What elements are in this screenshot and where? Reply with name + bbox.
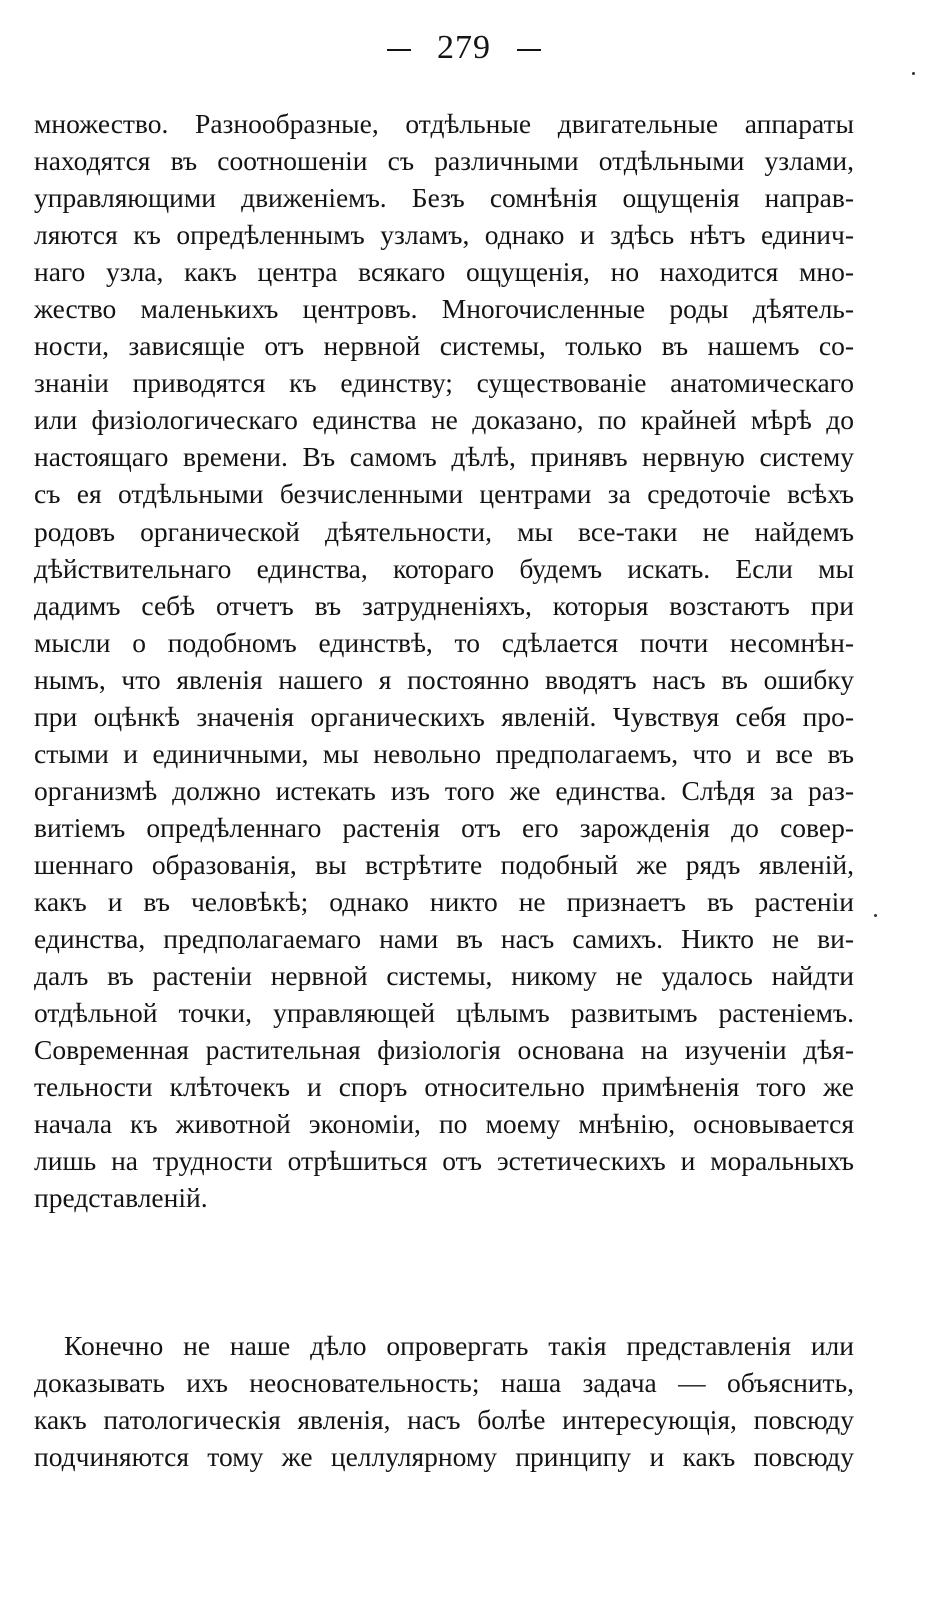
text-line: единства, предполагаемаго нами въ насъ самихъ. Никто не ви- (34, 923, 854, 955)
page-number-header (0, 26, 928, 70)
text-line: далъ въ растеніи нервной системы, никому не удалось найдти (34, 960, 854, 992)
text-line: жество маленькихъ центровъ. Многочисленные роды дѣятель- (34, 293, 854, 325)
text-line: множество. Разнообразные, отдѣльные двигательные аппараты (34, 108, 854, 139)
text-line: настоящаго времени. Въ самомъ дѣлѣ, принявъ нервную систему (34, 441, 854, 473)
text-line: Конечно не наше дѣло опровергать такія представленія или (64, 1330, 854, 1361)
text-line: стыми и единичными, мы невольно предполагаемъ, что и все въ (34, 737, 854, 769)
text-line: находятся въ соотношеніи съ различными отдѣльными узлами, (34, 145, 854, 177)
text-line: наго узла, какъ центра всякаго ощущенія, но находится мно- (34, 256, 854, 288)
text-line: подчиняются тому же целлулярному принципу и какъ повсюду (34, 1441, 854, 1473)
text-line: какъ патологическія явленія, насъ болѣе интересующія, повсюду (34, 1404, 854, 1436)
text-line: знаніи приводятся къ единству; существованіе анатомическаго (34, 367, 854, 399)
text-line: доказывать ихъ неосновательность; наша задача — объяснить, (34, 1367, 854, 1399)
text-line: управляющими движеніемъ. Безъ сомнѣнія ощущенія направ- (34, 182, 854, 214)
page-number: 279 (437, 29, 491, 66)
text-line: Современная растительная физіологія основана на изученіи дѣя- (34, 1034, 854, 1066)
text-line: шеннаго образованія, вы встрѣтите подобный же рядъ явленій, (34, 848, 854, 880)
text-line: какъ и въ человѣкѣ; однако никто не признаетъ въ растеніи (34, 885, 854, 917)
text-line: родовъ органической дѣятельности, мы все-таки не найдемъ (34, 515, 854, 547)
scan-speck (874, 914, 877, 917)
text-line: представленій. (34, 1182, 208, 1214)
header-dash-right (517, 49, 541, 51)
text-line: или физіологическаго единства не доказано, по крайней мѣрѣ до (34, 404, 854, 436)
text-line: тельности клѣточекъ и споръ относительно примѣненія того же (34, 1071, 854, 1103)
text-line: ности, зависящіе отъ нервной системы, только въ нашемъ со- (34, 330, 854, 362)
text-line: организмѣ должно истекать изъ того же единства. Слѣдя за раз- (34, 774, 854, 806)
text-line: мысли о подобномъ единствѣ, то сдѣлается почти несомнѣн- (34, 626, 854, 658)
text-line: ляются къ опредѣленнымъ узламъ, однако и здѣсь нѣтъ единич- (34, 219, 854, 251)
text-line: отдѣльной точки, управляющей цѣлымъ развитымъ растеніемъ. (34, 997, 854, 1029)
paragraph-1 (34, 105, 854, 1216)
scan-speck (912, 72, 915, 75)
text-line: начала къ животной экономіи, по моему мнѣнію, основывается (34, 1108, 854, 1140)
text-line: дѣйствительнаго единства, котораго будемъ искать. Если мы (34, 552, 854, 584)
text-line: при оцѣнкѣ значенія органическихъ явленій. Чувствуя себя про- (34, 700, 854, 732)
text-line: лишь на трудности отрѣшиться отъ эстетическихъ и моральныхъ (34, 1145, 854, 1177)
text-line: витіемъ опредѣленнаго растенія отъ его зарожденія до совер- (34, 811, 854, 843)
text-line: съ ея отдѣльными безчисленными центрами за средоточіе всѣхъ (34, 478, 854, 510)
paragraph-2 (34, 1327, 854, 1475)
text-line: нымъ, что явленія нашего я постоянно вводятъ насъ въ ошибку (34, 663, 854, 695)
header-dash-left (387, 49, 411, 51)
text-line: дадимъ себѣ отчетъ въ затрудненіяхъ, которыя возстаютъ при (34, 589, 854, 621)
